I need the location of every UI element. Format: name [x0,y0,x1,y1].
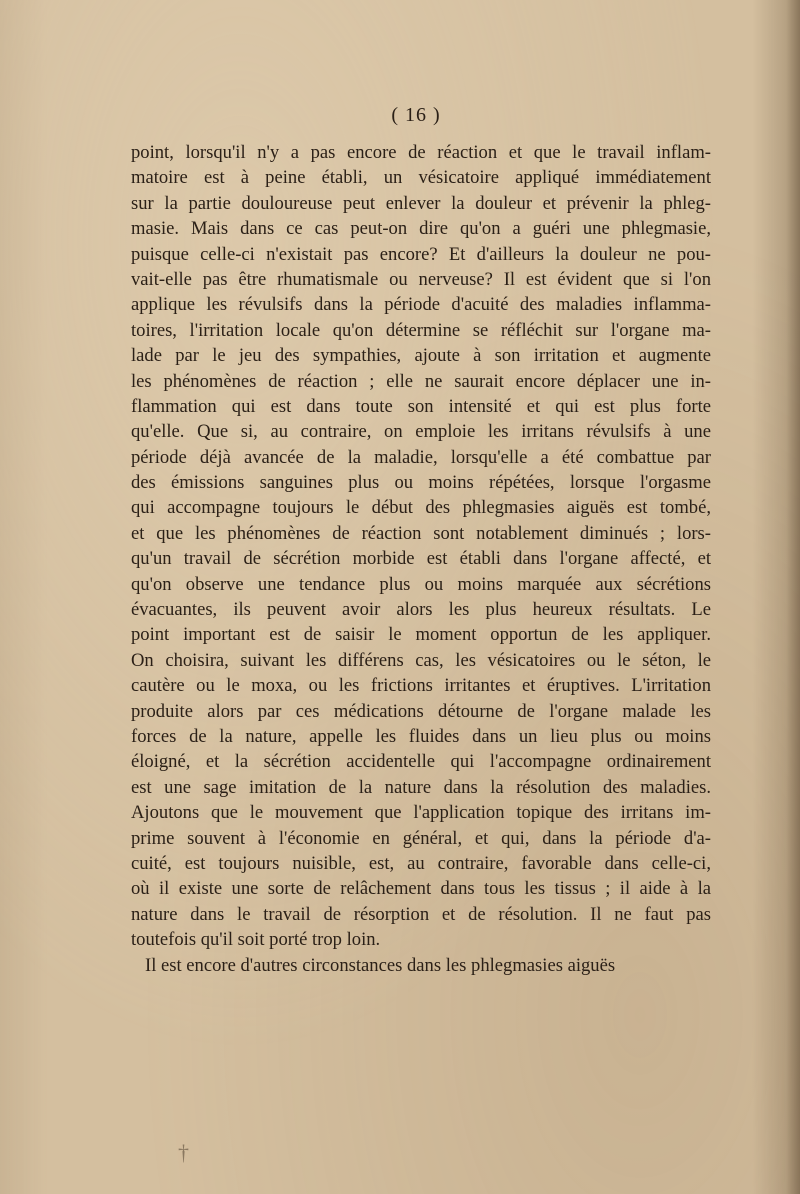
text-line: Il est encore d'autres circonstances dans les phlegmasies aiguës [145,954,616,976]
text-line: prime souvent à l'économie en général, et qui, dans la période d'a- [131,827,711,849]
text-line: lade par le jeu des sympathies, ajoute à son irritation et augmente [131,345,711,367]
text-line: où il existe une sorte de relâchement dans tous les tissus ; il aide à la [131,878,711,900]
page-edge-shadow [786,0,800,1194]
text-line: qu'elle. Que si, au contraire, on emploie les irritans révulsifs à une [131,421,711,443]
text-line: qu'on observe une tendance plus ou moins marquée aux sécrétions [131,573,711,595]
text-line: toutefois qu'il soit porté trop loin. [131,929,381,951]
text-line: période déjà avancée de la maladie, lorsqu'elle a été combattue par [131,446,711,468]
text-line: point, lorsqu'il n'y a pas encore de réaction et que le travail inflam- [131,142,711,163]
text-line: cuité, est toujours nuisible, est, au contraire, favorable dans celle-ci, [131,852,711,874]
paper-mark: † [178,1140,189,1165]
text-line: On choisira, suivant les différens cas, les vésicatoires ou le séton, le [131,649,711,671]
text-line: est une sage imitation de la nature dans la résolution des maladies. [131,776,711,798]
text-line: qu'un travail de sécrétion morbide est établi dans l'organe affecté, et [131,548,711,570]
text-line: éloigné, et la sécrétion accidentelle qui l'accompagne ordinairement [131,751,711,773]
text-line: des émissions sanguines plus ou moins répétées, lorsque l'orgasme [131,472,711,494]
page-number: ( 16 ) [391,104,441,126]
text-line: sur la partie douloureuse peut enlever la douleur et prévenir la phleg- [131,192,711,214]
text-line: applique les révulsifs dans la période d'acuité des maladies inflamma- [131,294,711,316]
text-line: Ajoutons que le mouvement que l'application topique des irritans im- [131,802,711,824]
text-line: produite alors par ces médications détourne de l'organe malade les [131,700,711,722]
text-line: les phénomènes de réaction ; elle ne saurait encore déplacer une in- [131,370,711,392]
body-text [131,140,711,978]
text-line: vait-elle pas être rhumatismale ou nerveuse? Il est évident que si l'on [131,268,711,290]
text-line: puisque celle-ci n'existait pas encore? Et d'ailleurs la douleur ne pou- [131,243,711,265]
text-line: point important est de saisir le moment opportun de les appliquer. [131,624,711,646]
text-line: flammation qui est dans toute son intensité et qui est plus forte [131,395,711,417]
text-line: nature dans le travail de résorption et de résolution. Il ne faut pas [131,903,711,925]
text-line: forces de la nature, appelle les fluides dans un lieu plus ou moins [131,725,711,747]
text-line: qui accompagne toujours le début des phlegmasies aiguës est tombé, [131,497,711,519]
text-line: toires, l'irritation locale qu'on détermine se réfléchit sur l'organe ma- [131,319,711,341]
text-line: et que les phénomènes de réaction sont notablement diminués ; lors- [131,522,711,544]
text-line: évacuantes, ils peuvent avoir alors les plus heureux résultats. Le [131,599,711,621]
text-line: cautère ou le moxa, ou les frictions irritantes et éruptives. L'irritation [131,675,711,697]
text-line: masie. Mais dans ce cas peut-on dire qu'on a guéri une phlegmasie, [131,218,711,240]
text-line: matoire est à peine établi, un vésicatoire appliqué immédiatement [131,167,711,189]
